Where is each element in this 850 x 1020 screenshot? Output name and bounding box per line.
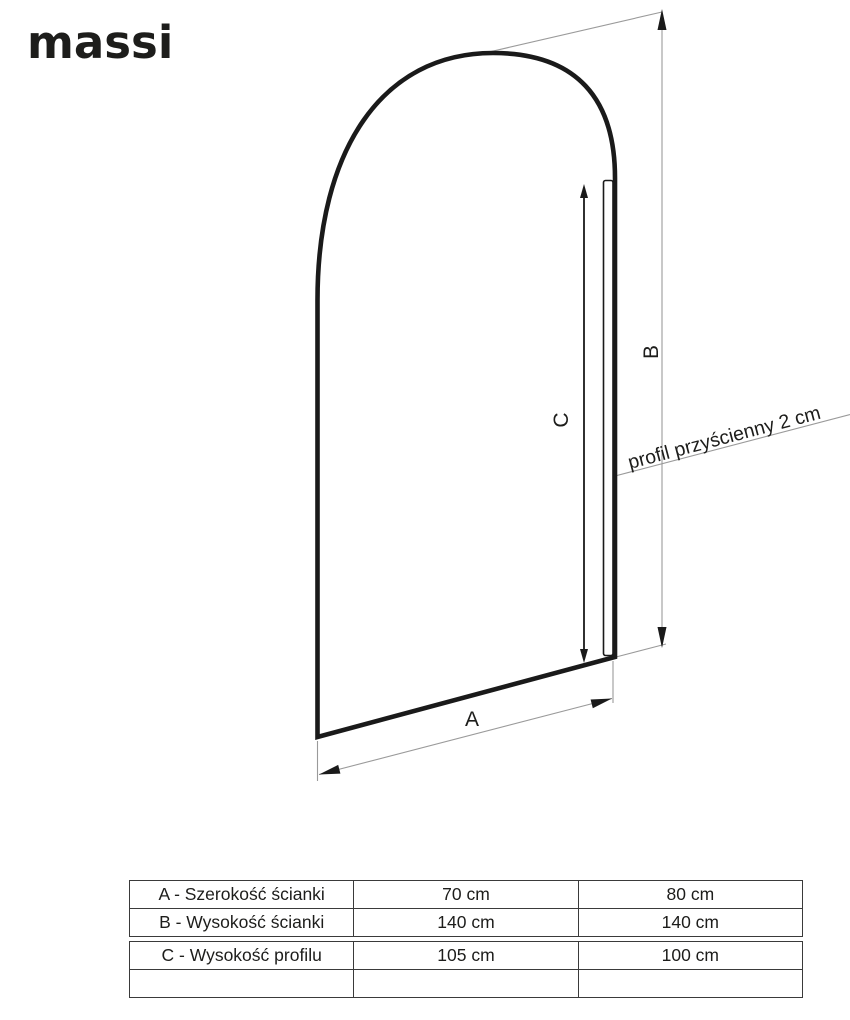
row-empty-value-1	[354, 970, 578, 998]
table-row-empty	[130, 970, 803, 998]
row-c-value-1: 105 cm	[354, 942, 578, 970]
wall-profile	[604, 181, 614, 656]
brand-logo: massi	[27, 16, 174, 69]
dimension-label-b: B	[640, 344, 663, 360]
table-row-c	[130, 942, 803, 970]
row-b-label: B - Wysokość ścianki	[130, 909, 354, 937]
dimension-label-a: A	[464, 708, 480, 731]
arrowhead-b-bottom-icon	[658, 627, 667, 648]
dimensions-table-group-2	[129, 941, 803, 998]
arrowhead-b-top-icon	[658, 9, 667, 30]
arrowhead-a-left-icon	[319, 765, 340, 775]
table-row-b	[130, 909, 803, 937]
shower-panel-outline	[318, 53, 616, 737]
row-a-label: A - Szerokość ścianki	[130, 881, 354, 909]
row-empty-value-2	[578, 970, 802, 998]
row-empty-label	[130, 970, 354, 998]
row-c-value-2: 100 cm	[578, 942, 802, 970]
table-row-a	[130, 881, 803, 909]
row-a-value-2: 80 cm	[578, 881, 802, 909]
dimensions-table	[129, 880, 803, 998]
extension-line-apex	[489, 12, 662, 52]
dimensions-table-group-1	[129, 880, 803, 937]
row-b-value-2: 140 cm	[578, 909, 802, 937]
row-c-label: C - Wysokość profilu	[130, 942, 354, 970]
dimension-label-c: C	[550, 412, 573, 428]
arrowhead-a-right-icon	[591, 699, 612, 709]
row-a-value-1: 70 cm	[354, 881, 578, 909]
row-b-value-1: 140 cm	[354, 909, 578, 937]
extension-line-bottom-right	[616, 644, 666, 657]
wall-profile-note: profil przyścienny 2 cm	[625, 401, 824, 474]
